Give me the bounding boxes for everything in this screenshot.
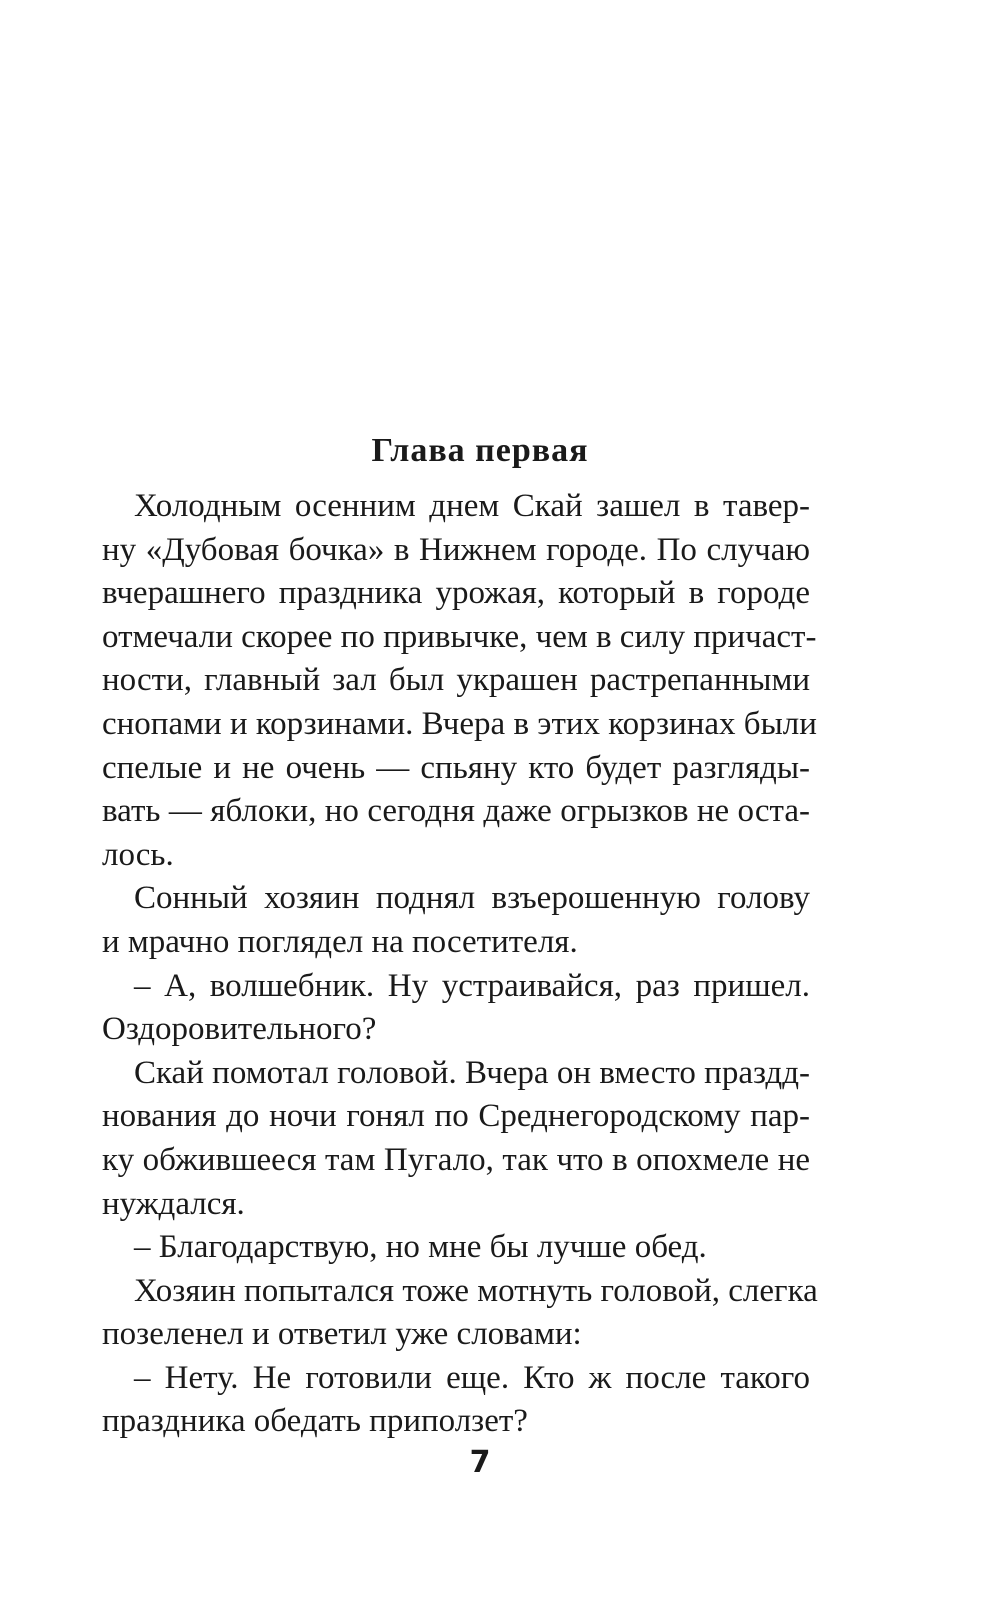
text-line: отмечали скорее по привычке, чем в силу причаст- xyxy=(102,618,817,655)
text-line: ку обжившееся там Пугало, так что в опохмеле не xyxy=(102,1141,810,1178)
text-line: нуждался. xyxy=(102,1185,245,1222)
text-line: праздника обедать приползет? xyxy=(102,1403,528,1440)
text-line: ности, главный зал был украшен растрепанными xyxy=(102,662,810,699)
text-line: нования до ночи гонял по Среднегородскому пар- xyxy=(102,1098,810,1135)
chapter-title: Глава первая xyxy=(371,432,589,469)
text-line: лось. xyxy=(102,836,174,873)
text-line: позеленел и ответил уже словами: xyxy=(102,1316,582,1353)
text-line: – Нету. Не готовили еще. Кто ж после такого xyxy=(134,1359,810,1396)
text-line: Холодным осенним днем Скай зашел в тавер- xyxy=(134,488,810,524)
text-line: Скай помотал головой. Вчера он вместо праздд- xyxy=(134,1054,810,1091)
chapter-body xyxy=(102,485,818,1444)
text-line: – А, волшебник. Ну устраивайся, раз пришел. xyxy=(134,967,810,1004)
text-line: и мрачно поглядел на посетителя. xyxy=(102,923,578,960)
text-line: ну «Дубовая бочка» в Нижнем городе. По случаю xyxy=(102,531,810,568)
text-line: Хозяин попытался тоже мотнуть головой, слегка xyxy=(134,1272,818,1309)
text-line: спелые и не очень — спьяну кто будет разгляды- xyxy=(102,749,810,786)
text-line: Оздоровительного? xyxy=(102,1011,377,1048)
page-number: 7 xyxy=(469,1445,491,1480)
text-line: вать — яблоки, но сегодня даже огрызков не оста- xyxy=(102,793,810,830)
text-line: – Благодарствую, но мне бы лучше обед. xyxy=(134,1229,707,1266)
text-line: вчерашнего праздника урожая, который в городе xyxy=(102,575,810,612)
text-line: снопами и корзинами. Вчера в этих корзинах были xyxy=(102,705,817,742)
text-line: Сонный хозяин поднял взъерошенную голову xyxy=(134,880,810,917)
